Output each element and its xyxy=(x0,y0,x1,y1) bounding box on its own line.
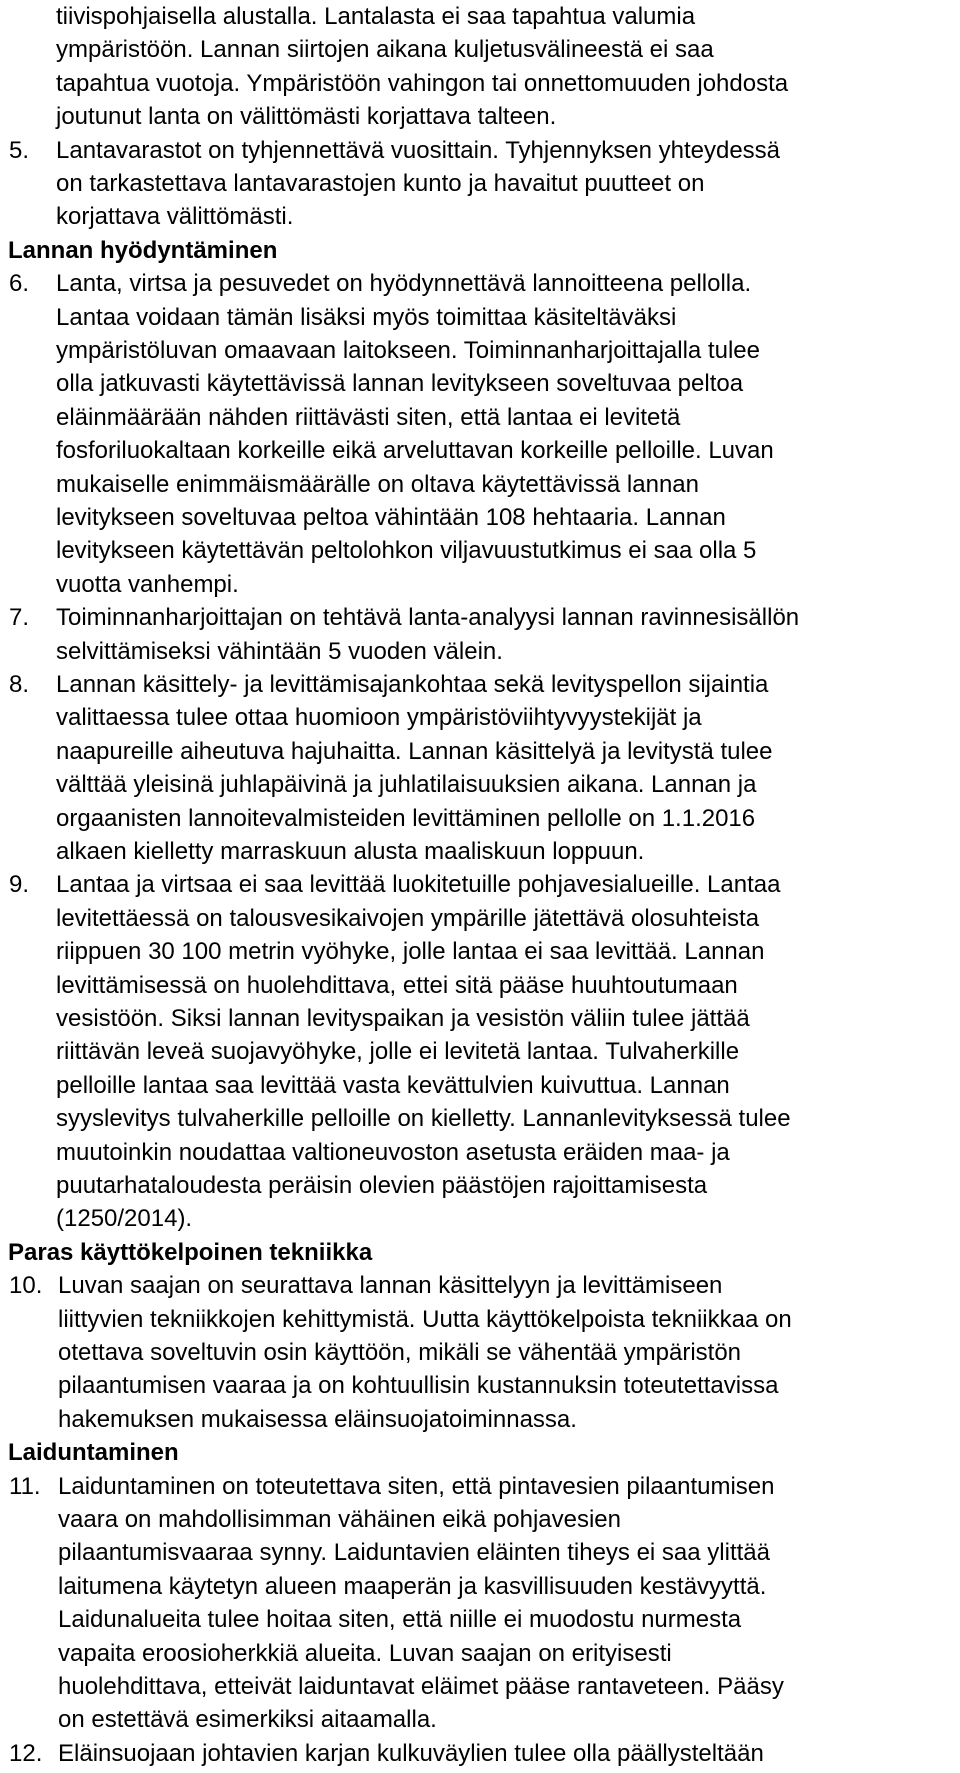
item-line: (1250/2014). xyxy=(56,1205,193,1233)
item-line: orgaanisten lannoitevalmisteiden levittäminen pellolle on 1.1.2016 xyxy=(56,804,756,832)
item-line: vaara on mahdollisimman vähäinen eikä pohjavesien xyxy=(58,1506,622,1533)
item-line: mukaiselle enimmäismäärälle on oltava käytettävissä lannan xyxy=(56,470,699,498)
item-line: laitumena käytetyn alueen maaperän ja kasvillisuuden kestävyyttä. xyxy=(58,1572,767,1600)
item-line: Toiminnanharjoittajan on tehtävä lanta-analyysi lannan ravinnesisällön xyxy=(56,604,800,632)
item-line: hakemuksen mukaisessa eläinsuojatoiminnassa. xyxy=(58,1405,577,1433)
paragraph-line: tapahtua vuotoja. Ympäristöön vahingon tai onnettomuuden johdosta xyxy=(56,69,789,97)
item-line: levitykseen soveltuvaa peltoa vähintään 108 hehtaaria. Lannan xyxy=(56,504,726,531)
item-line: syyslevitys tulvaherkille pelloille on kielletty. Lannanlevityksessä tulee xyxy=(56,1105,791,1133)
item-line: on tarkastettava lantavarastojen kunto ja havaitut puutteet on xyxy=(56,170,705,197)
section-heading: Paras käyttökelpoinen tekniikka xyxy=(8,1238,373,1266)
paragraph-line: joutunut lanta on välittömästi korjattava talteen. xyxy=(56,103,557,131)
item-line: on estettävä esimerkiksi aitaamalla. xyxy=(58,1706,437,1734)
item-line: Lantaa voidaan tämän lisäksi myös toimittaa käsiteltäväksi xyxy=(56,303,677,331)
item-line: alkaen kielletty marraskuun alusta maaliskuun loppuun. xyxy=(56,838,645,865)
item-line: riippuen 30 100 metrin vyöhyke, jolle lantaa ei saa levittää. Lannan xyxy=(56,938,765,966)
item-line: huolehdittava, etteivät laiduntavat eläimet pääse rantaveteen. Pääsy xyxy=(58,1673,784,1700)
item-line: pilaantumisvaaraa synny. Laiduntavien eläinten tiheys ei saa ylittää xyxy=(58,1539,770,1567)
item-line: korjattava välittömästi. xyxy=(56,203,294,231)
item-number: 12. xyxy=(9,1739,43,1767)
item-line: Lantavarastot on tyhjennettävä vuosittain. Tyhjennyksen yhteydessä xyxy=(56,136,781,164)
item-line: levittämisessä on huolehdittava, ettei sitä pääse huuhtoutumaan xyxy=(56,971,738,999)
item-line: vapaita eroosioherkkiä alueita. Luvan saajan on erityisesti xyxy=(58,1639,672,1667)
item-number: 8. xyxy=(9,671,30,698)
item-number: 6. xyxy=(9,270,30,298)
item-line: fosforiluokaltaan korkeille eikä arveluttavan korkeille pelloille. Luvan xyxy=(56,437,774,465)
section-heading: Laiduntaminen xyxy=(8,1439,179,1467)
item-line: muutoinkin noudattaa valtioneuvoston asetusta eräiden maa- ja xyxy=(56,1138,730,1166)
item-line: vuotta vanhempi. xyxy=(56,570,239,598)
item-line: puutarhataloudesta peräisin olevien päästöjen rajoittamisesta xyxy=(56,1172,708,1199)
item-line: Luvan saajan on seurattava lannan käsittelyyn ja levittämiseen xyxy=(58,1272,723,1300)
item-line: pelloille lantaa saa levittää vasta kevättulvien kuivuttua. Lannan xyxy=(56,1071,730,1099)
item-line: Laiduntaminen on toteutettava siten, että pintavesien pilaantumisen xyxy=(58,1472,775,1500)
section-heading: Lannan hyödyntäminen xyxy=(8,236,278,264)
item-line: riittävän leveä suojavyöhyke, jolle ei levitetä lantaa. Tulvaherkille xyxy=(56,1038,740,1066)
item-line: olla jatkuvasti käytettävissä lannan levitykseen soveltuvaa peltoa xyxy=(56,370,744,398)
item-line: naapureille aiheutuva hajuhaitta. Lannan käsittelyä ja levitystä tulee xyxy=(56,737,773,765)
paragraph-line: ympäristöön. Lannan siirtojen aikana kuljetusvälineestä ei saa xyxy=(56,36,714,64)
item-number: 7. xyxy=(9,604,30,632)
item-line: levitykseen käytettävän peltolohkon viljavuustutkimus ei saa olla 5 xyxy=(56,537,757,565)
item-line: levitettäessä on talousvesikaivojen ympärille jätettävä olosuhteista xyxy=(56,904,760,932)
item-line: Lannan käsittely- ja levittämisajankohtaa sekä levityspellon sijaintia xyxy=(56,671,769,698)
item-number: 11. xyxy=(9,1472,41,1500)
item-number: 9. xyxy=(9,871,30,899)
item-line: otettava soveltuvin osin käyttöön, mikäli se vähentää ympäristön xyxy=(58,1339,742,1366)
item-line: Lantaa ja virtsaa ei saa levittää luokitetuille pohjavesialueille. Lantaa xyxy=(56,871,781,899)
item-line: pilaantumisen vaaraa ja on kohtuullisin kustannuksin toteutettavissa xyxy=(58,1372,779,1400)
item-line: Lanta, virtsa ja pesuvedet on hyödynnettävä lannoitteena pellolla. xyxy=(56,270,752,298)
paragraph-line: tiivispohjaisella alustalla. Lantalasta ei saa tapahtua valumia xyxy=(56,3,696,30)
item-line: välttää yleisinä juhlapäivinä ja juhlatilaisuuksien aikana. Lannan ja xyxy=(56,771,757,799)
item-line: liittyvien tekniikkojen kehittymistä. Uutta käyttökelpoista tekniikkaa on xyxy=(58,1305,792,1333)
item-number: 5. xyxy=(9,136,30,164)
item-line: Laidunalueita tulee hoitaa siten, että niille ei muodostu nurmesta xyxy=(58,1606,742,1634)
item-line: valittaessa tulee ottaa huomioon ympäristöviihtyvyystekijät ja xyxy=(56,704,702,732)
item-line: selvittämiseksi vähintään 5 vuoden välein. xyxy=(56,637,503,665)
item-line: eläinmäärään nähden riittävästi siten, että lantaa ei levitetä xyxy=(56,403,681,431)
item-line: ympäristöluvan omaavaan laitokseen. Toiminnanharjoittajalla tulee xyxy=(56,337,760,364)
item-line: vesistöön. Siksi lannan levityspaikan ja vesistön väliin tulee jättää xyxy=(56,1005,750,1032)
item-number: 10. xyxy=(9,1272,43,1300)
item-line: Eläinsuojaan johtavien karjan kulkuväylien tulee olla päällysteltään xyxy=(58,1739,764,1767)
